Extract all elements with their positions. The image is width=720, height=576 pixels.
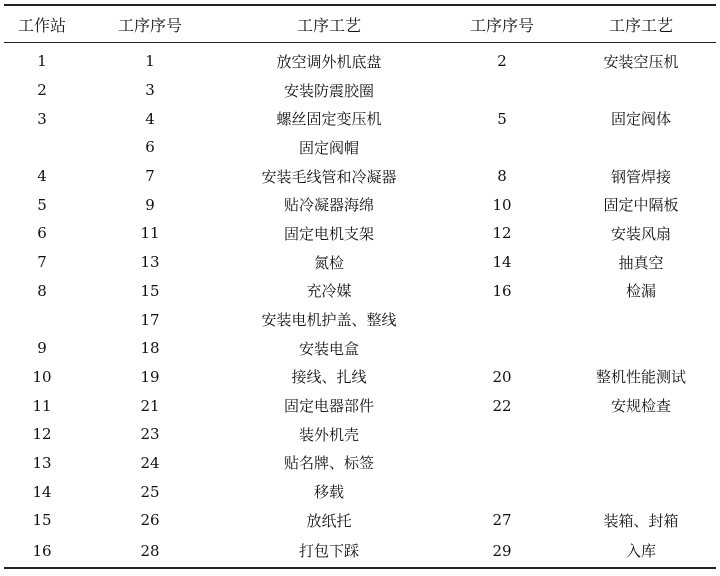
process-cell-2: 整机性能测试 [595, 368, 686, 387]
table-row [4, 43, 716, 76]
process-cell: 安装电盒 [298, 339, 359, 358]
workstation-cell: 13 [32, 453, 52, 472]
workstation-cell: 5 [37, 195, 47, 214]
process-cell-2: 安装风扇 [610, 224, 671, 243]
step-no-cell: 17 [140, 310, 160, 329]
table-row [4, 420, 716, 449]
step-no-cell: 25 [140, 482, 160, 501]
workstation-cell: 4 [37, 167, 47, 186]
process-cell-2 [566, 334, 716, 363]
workstation-cell: 3 [37, 109, 47, 128]
table-row [4, 219, 716, 248]
step-no-cell-2: 12 [492, 224, 512, 243]
table-row [4, 190, 716, 219]
process-cell-2 [566, 477, 716, 506]
process-cell: 安装毛线管和冷凝器 [261, 167, 397, 186]
table-row [4, 506, 716, 535]
table-body [4, 43, 716, 568]
workstation-cell: 9 [37, 339, 47, 358]
table-row [4, 449, 716, 478]
workstation-cell [4, 133, 80, 162]
step-no-cell-2 [438, 76, 566, 105]
process-table [4, 4, 716, 569]
step-no-cell: 1 [145, 52, 155, 71]
step-no-cell-2: 20 [492, 367, 512, 386]
process-cell: 安装电机护盖、整线 [261, 311, 397, 330]
step-no-cell: 18 [140, 339, 160, 358]
step-no-cell: 11 [140, 224, 160, 243]
step-no-cell: 23 [140, 425, 160, 444]
table-row [4, 248, 716, 277]
process-cell-2 [566, 305, 716, 334]
workstation-cell [4, 305, 80, 334]
process-cell: 安装防震胶圈 [283, 81, 374, 100]
header-row [4, 5, 716, 43]
process-cell-2: 入库 [566, 535, 716, 568]
process-cell: 贴冷凝器海绵 [283, 196, 374, 215]
workstation-cell: 16 [4, 535, 80, 568]
process-cell-2: 固定阀体 [610, 110, 671, 129]
process-cell: 打包下踩 [220, 535, 438, 568]
step-no-cell: 6 [145, 138, 155, 157]
table-row [4, 133, 716, 162]
workstation-cell: 14 [32, 482, 52, 501]
step-no-cell-2: 5 [497, 109, 507, 128]
process-cell-2: 装箱、封箱 [603, 511, 679, 530]
process-cell: 接线、扎线 [291, 368, 367, 387]
workstation-cell: 12 [32, 425, 52, 444]
process-cell-2: 钢管焊接 [610, 167, 671, 186]
workstation-cell: 1 [37, 52, 47, 71]
process-cell: 放空调外机底盘 [276, 52, 382, 71]
step-no-cell: 28 [80, 535, 220, 568]
step-no-cell-2: 14 [492, 253, 512, 272]
process-cell: 固定电机支架 [283, 224, 374, 243]
process-cell-2 [566, 449, 716, 478]
step-no-cell-2 [438, 334, 566, 363]
process-cell: 氮检 [313, 253, 344, 272]
workstation-cell: 2 [37, 81, 47, 100]
table-row [4, 305, 716, 334]
process-cell-2: 安装空压机 [603, 52, 679, 71]
process-cell: 螺丝固定变压机 [276, 110, 382, 129]
process-cell-2 [566, 420, 716, 449]
header-process-2: 工序工艺 [566, 5, 716, 43]
step-no-cell: 21 [140, 396, 160, 415]
table-row [4, 363, 716, 392]
workstation-cell: 6 [37, 224, 47, 243]
step-no-cell-2: 22 [492, 396, 512, 415]
step-no-cell: 26 [140, 511, 160, 530]
process-cell-2: 固定中隔板 [603, 196, 679, 215]
step-no-cell-2: 27 [492, 511, 512, 530]
process-cell-2 [566, 133, 716, 162]
workstation-cell: 8 [37, 281, 47, 300]
process-cell: 固定阀帽 [298, 138, 359, 157]
process-cell: 固定电器部件 [283, 397, 374, 416]
step-no-cell-2: 16 [492, 281, 512, 300]
process-cell-2: 抽真空 [618, 253, 664, 272]
process-cell: 移载 [313, 483, 344, 502]
header-workstation: 工作站 [4, 5, 80, 43]
step-no-cell-2 [438, 305, 566, 334]
process-cell: 装外机壳 [298, 425, 359, 444]
header-process-1: 工序工艺 [220, 5, 438, 43]
process-cell-2: 安规检查 [610, 397, 671, 416]
step-no-cell-2: 2 [497, 52, 507, 71]
step-no-cell: 24 [140, 453, 160, 472]
process-cell: 放纸托 [306, 511, 352, 530]
step-no-cell-2: 29 [438, 535, 566, 568]
table-row [4, 277, 716, 306]
table-row [4, 104, 716, 133]
step-no-cell: 7 [145, 167, 155, 186]
step-no-cell-2 [438, 420, 566, 449]
step-no-cell: 3 [145, 81, 155, 100]
step-no-cell-2 [438, 449, 566, 478]
process-cell-2 [566, 76, 716, 105]
table-row [4, 334, 716, 363]
process-cell: 充冷媒 [306, 282, 352, 301]
table-row [4, 535, 716, 568]
header-step-no-2: 工序序号 [438, 5, 566, 43]
header-step-no-1: 工序序号 [80, 5, 220, 43]
step-no-cell: 15 [140, 281, 160, 300]
step-no-cell: 19 [140, 367, 160, 386]
table-row [4, 76, 716, 105]
table-row [4, 477, 716, 506]
step-no-cell-2: 8 [497, 167, 507, 186]
step-no-cell-2: 10 [492, 195, 512, 214]
table-row [4, 391, 716, 420]
workstation-cell: 7 [37, 253, 47, 272]
step-no-cell-2 [438, 133, 566, 162]
step-no-cell: 13 [140, 253, 160, 272]
workstation-cell: 10 [32, 367, 52, 386]
step-no-cell-2 [438, 477, 566, 506]
workstation-cell: 15 [32, 511, 52, 530]
workstation-cell: 11 [32, 396, 52, 415]
step-no-cell: 4 [145, 109, 155, 128]
process-cell: 贴名牌、标签 [283, 454, 374, 473]
step-no-cell: 9 [145, 195, 155, 214]
table-row [4, 162, 716, 191]
process-cell-2: 检漏 [625, 282, 656, 301]
